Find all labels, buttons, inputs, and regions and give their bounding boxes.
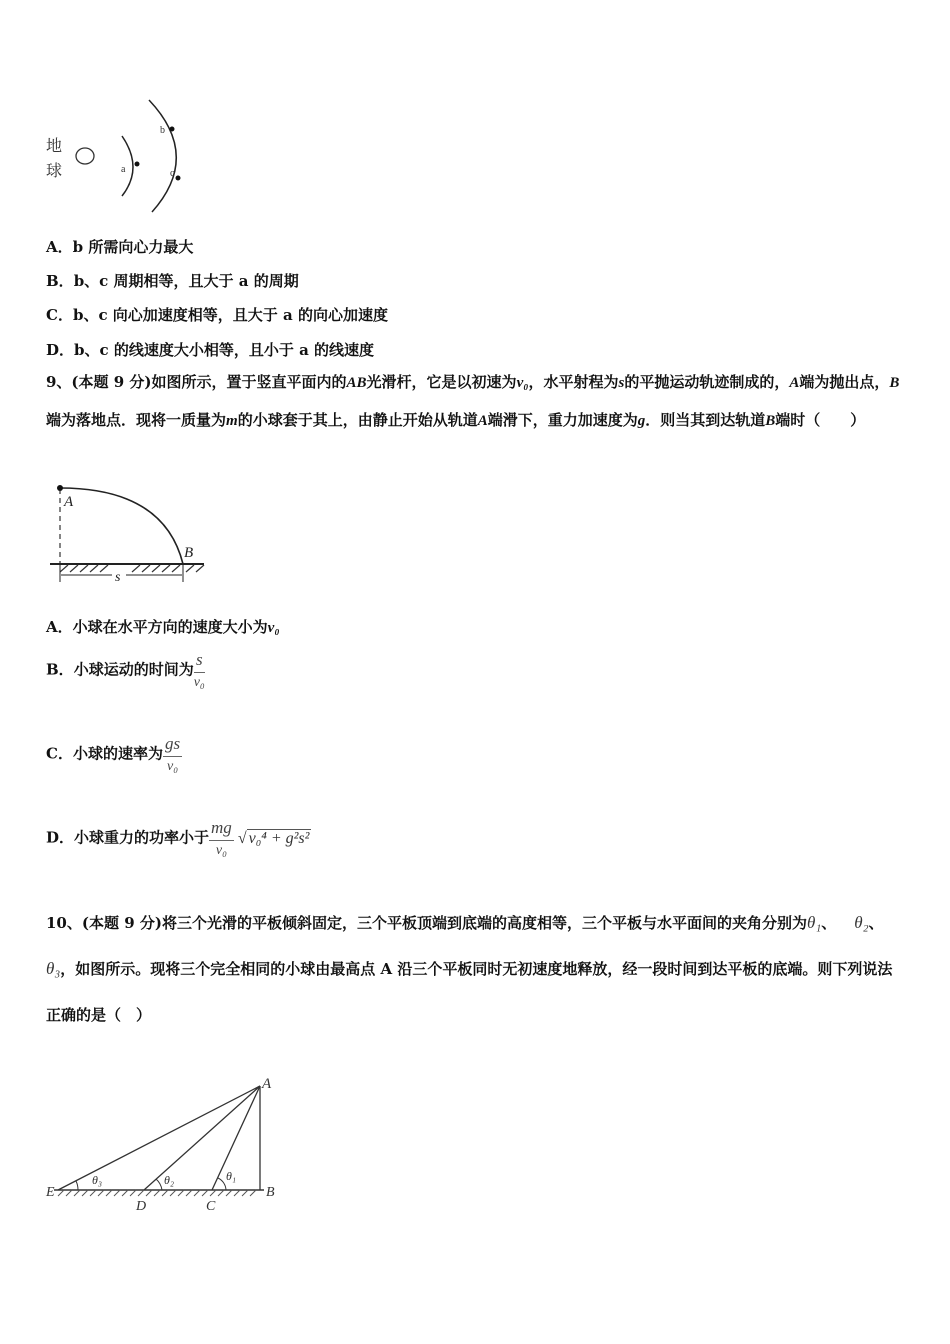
- point-b-label: B: [184, 545, 194, 561]
- angle-arc-2: [156, 1179, 162, 1190]
- angle-theta1-label: θ₁: [226, 1169, 237, 1183]
- angle-theta2-label: θ₂: [164, 1173, 175, 1187]
- orbit-figure: [44, 98, 189, 214]
- point-a-label: A: [64, 494, 74, 510]
- satellite-b-label: b: [160, 125, 165, 136]
- incline-ad: [144, 1086, 260, 1190]
- earth-label-1: 地: [46, 138, 63, 155]
- ground-hatch: [58, 1190, 256, 1196]
- range-s-label: s: [115, 570, 121, 585]
- angle-arc-3: [76, 1181, 78, 1190]
- q9-option-a: A．小球在水平方向的速度大小为v₀: [46, 618, 280, 636]
- satellite-a-dot: [135, 162, 140, 167]
- q8-option-a: A．b 所需向心力最大: [46, 238, 194, 256]
- theta1-symbol: θ₁: [806, 913, 822, 932]
- fraction-gs-over-v0: $\frac{gs}{\text{v₀}}$: [164, 734, 181, 774]
- q10-stem: 10、(本题 9 分)将三个光滑的平板倾斜固定，三个平板顶端到底端的高度相等，三个平板与水平面间的夹角分别为θ₁、 θ₂、θ₃，如图所示。现将三个完全相同的小球由最高点 A 沿三个平板同时无初速度地释放，经一段时间到达平板的底端。则下列说法正确的是（ ）: [46, 913, 893, 1024]
- orbit-bc: [149, 100, 176, 212]
- point-d-label: D: [136, 1199, 147, 1214]
- angle-theta3-label: θ₃: [92, 1173, 103, 1187]
- point-b-label: B: [266, 1185, 275, 1200]
- inclines-figure: [44, 1072, 284, 1218]
- track-figure: [46, 478, 208, 588]
- point-a-label: A: [262, 1076, 272, 1092]
- point-a-dot: [57, 485, 63, 491]
- q8-option-b: B．b、c 周期相等，且大于 a 的周期: [46, 272, 299, 290]
- point-c-label: C: [206, 1199, 216, 1214]
- theta3-symbol: θ₃: [46, 959, 61, 978]
- q9-option-c: C．小球的速率为 $\frac{gs}{\text{v₀}}$: [46, 734, 181, 774]
- theta2-symbol: θ₂: [854, 913, 869, 932]
- fraction-s-over-v0: $\frac{s}{\text{v₀}}$: [193, 650, 205, 690]
- earth-label-2: 球: [46, 163, 63, 180]
- q9-stem: 9、(本题 9 分)如图所示，置于竖直平面内的AB光滑杆，它是以初速为v₀，水平射程为s的平抛运动轨迹制成的，A端为抛出点，B端为落地点．现将一质量为m的小球套于其上，由静止开始从轨道A端滑下，重力加速度为g．则当其到达轨道B端时（ ）: [46, 373, 900, 429]
- angle-arc-1: [218, 1178, 226, 1190]
- point-e-label: E: [46, 1185, 55, 1200]
- q8-option-c: C．b、c 向心加速度相等，且大于 a 的向心加速度: [46, 306, 388, 324]
- earth-circle: [76, 148, 94, 164]
- parabolic-track: [60, 488, 183, 564]
- fraction-mg-over-v0: $\frac{mg}{\text{v₀}}$: [211, 818, 232, 858]
- q9-option-b: B．小球运动的时间为 $\frac{s}{\text{v₀}}$: [46, 650, 205, 690]
- satellite-b-dot: [170, 127, 175, 132]
- q9-option-d: D．小球重力的功率小于 $\frac{mg}{\text{v₀}}$ √ v₀⁴ + g²s²: [46, 818, 310, 858]
- satellite-c-dot: [176, 176, 181, 181]
- sqrt-expression: √ v₀⁴ + g²s²: [237, 829, 310, 847]
- satellite-c-label: c: [170, 168, 175, 179]
- ground-hatch: [60, 565, 204, 572]
- q8-option-d: D．b、c 的线速度大小相等，且小于 a 的线速度: [46, 341, 375, 359]
- satellite-a-label: a: [121, 164, 126, 175]
